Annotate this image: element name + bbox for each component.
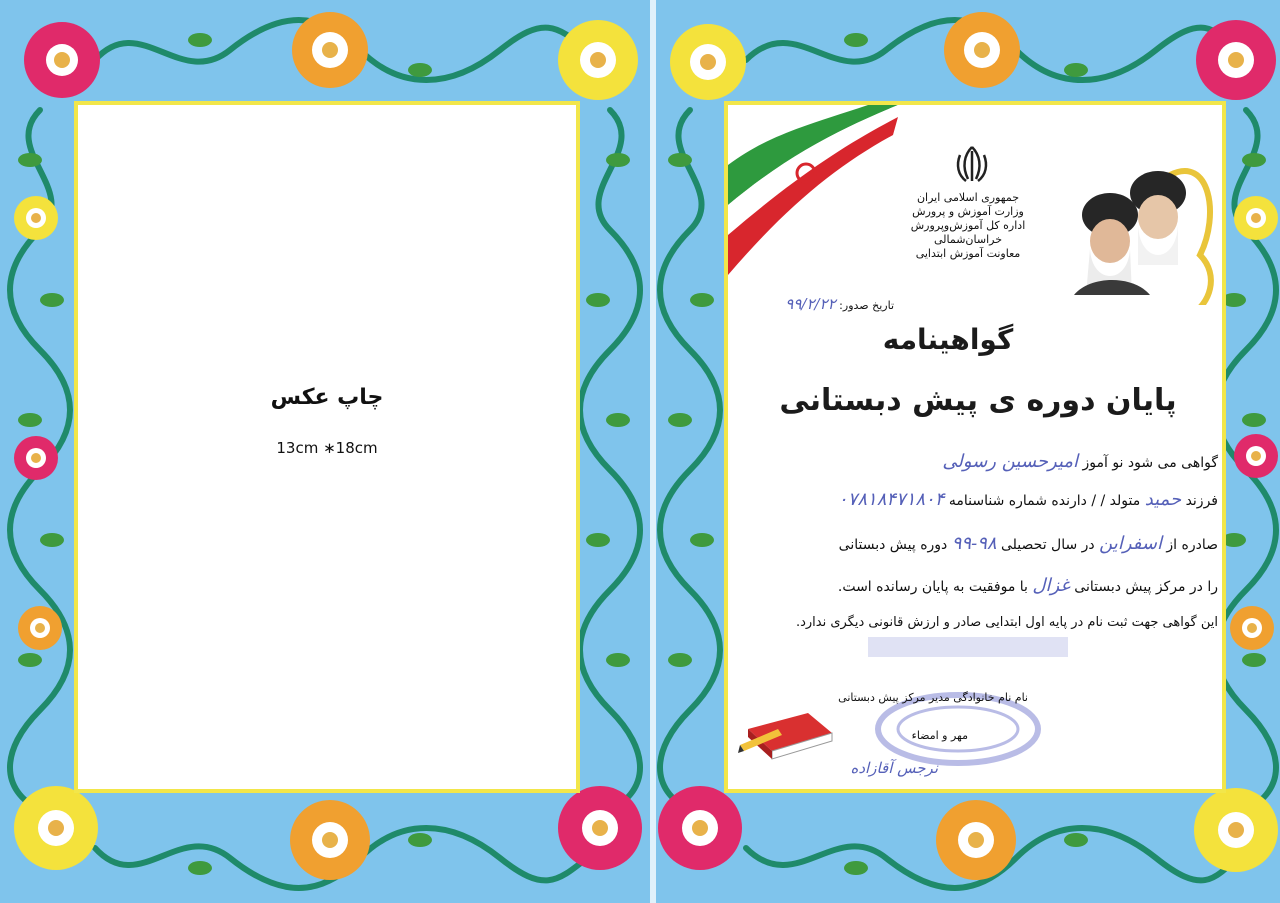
- seal-label: مهر و امضاء: [911, 729, 968, 742]
- ministry-header: [888, 191, 1048, 261]
- flag-graphic: [728, 105, 898, 275]
- center-name: غزال: [1032, 575, 1070, 596]
- header-line-3: اداره کل آموزش‌وپرورش خراسان‌شمالی: [910, 219, 1026, 246]
- body-line-4: [734, 575, 1218, 596]
- issued-from: اسفراین: [1099, 533, 1162, 554]
- body-line-2: [734, 489, 1218, 510]
- body-line-3: [734, 533, 1218, 554]
- portraits: [1070, 155, 1188, 295]
- student-label: گواهی می شود نو آموز: [1082, 455, 1218, 471]
- school-year-label: در سال تحصیلی: [1000, 537, 1095, 553]
- header-line-2: وزارت آموزش و پرورش: [912, 205, 1024, 218]
- father-label: فرزند: [1185, 493, 1218, 509]
- father-name: حمید: [1144, 489, 1182, 510]
- certificate-subtitle: پایان دوره ی پیش دبستانی: [779, 383, 1177, 418]
- certificate-panel: [656, 0, 1280, 903]
- issue-date-label: تاریخ صدور:: [839, 299, 894, 312]
- issued-from-label: صادره از: [1166, 537, 1218, 553]
- center-label: را در مرکز پیش دبستانی: [1074, 579, 1218, 595]
- school-year: ۹۸-۹۹: [951, 533, 997, 554]
- course-label: دوره پیش دبستانی: [838, 537, 948, 553]
- book-pencil-icon: [738, 709, 838, 769]
- birth-date: / /: [1091, 493, 1106, 509]
- issue-date-value: ۹۹/۲/۲۲: [785, 295, 836, 313]
- student-name: امیرحسین رسولی: [942, 451, 1079, 472]
- emblem-icon: [954, 145, 990, 185]
- portraits-illustration: [1070, 155, 1220, 305]
- photo-size: 13cm ∗18cm: [276, 439, 378, 457]
- id-number: ۰۷۸۱۸۴۷۱۸۰۴: [838, 489, 945, 510]
- id-label: دارنده شماره شناسنامه: [948, 493, 1087, 509]
- certificate-title: گواهینامه: [882, 323, 1014, 356]
- body-line-5: این گواهی جهت ثبت نام در پایه اول ابتدایی صادر و ارزش قانونی دیگری ندارد.: [795, 615, 1218, 630]
- issue-date: [744, 295, 894, 313]
- completion-text: با موفقیت به پایان رسانده است.: [837, 579, 1028, 595]
- photo-area: [74, 101, 580, 793]
- birth-label: متولد: [1109, 493, 1141, 509]
- principal-label: نام نام خانوادگی مدیر مرکز پیش دبستانی: [838, 691, 1028, 704]
- photo-label: چاپ عکس: [270, 385, 384, 410]
- header-line-4: معاونت آموزش ابتدایی: [915, 247, 1021, 260]
- header-line-1: جمهوری اسلامی ایران: [916, 191, 1020, 204]
- body-line-1: [734, 451, 1218, 472]
- signer-name: نرجس آقازاده: [850, 759, 938, 777]
- certificate-body: [724, 101, 1226, 793]
